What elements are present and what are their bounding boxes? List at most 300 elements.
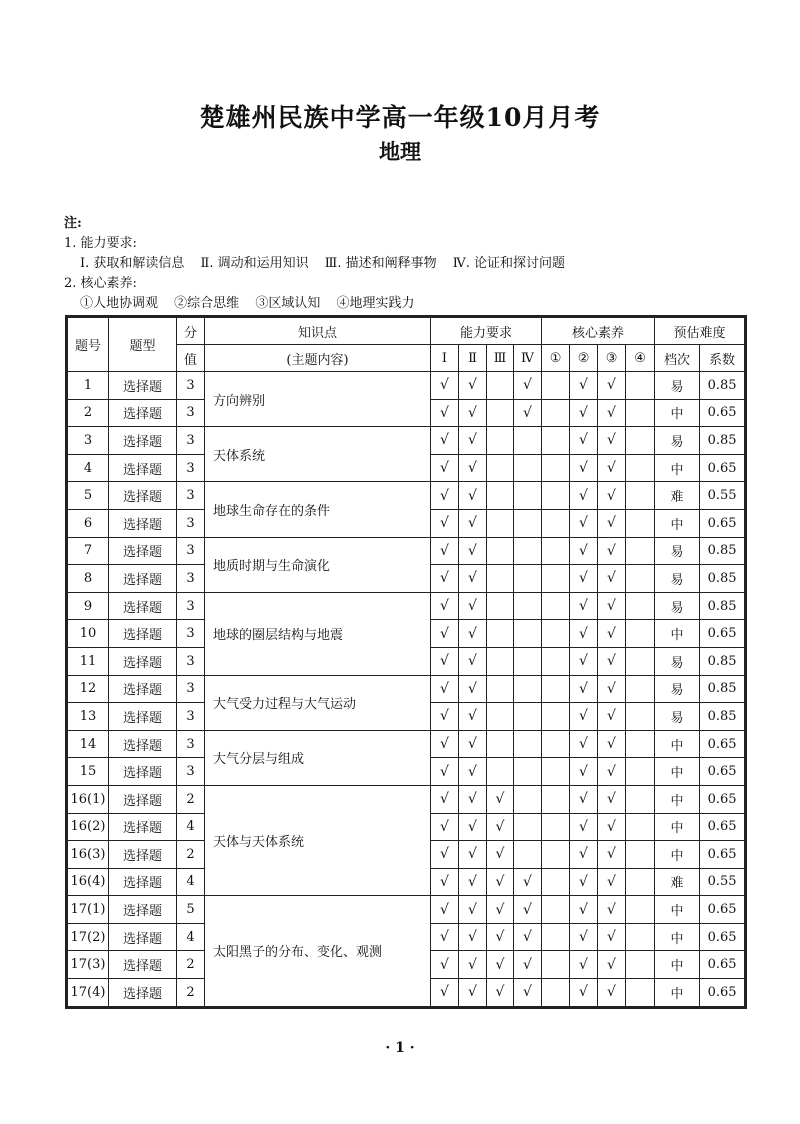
ability-cell [487,372,514,400]
table-row [68,537,745,565]
ability-cell [487,399,514,427]
ability-cell: √ [487,785,514,813]
core-cell [542,896,570,924]
ability-cell: √ [514,868,542,896]
core-cell: √ [598,896,626,924]
difficulty-coef: 0.65 [700,785,745,813]
table-row [68,482,745,510]
question-number: 14 [68,730,109,758]
question-type: 选择题 [109,841,177,869]
header-number: 题号 [68,318,109,372]
core-cell [626,565,655,593]
core-cell [542,813,570,841]
question-type: 选择题 [109,537,177,565]
difficulty-level: 中 [655,785,700,813]
table-row [68,372,745,400]
difficulty-coef: 0.55 [700,482,745,510]
header-core-3: ③ [598,345,626,372]
ability-cell [514,841,542,869]
question-score: 3 [177,372,205,400]
ability-cell [487,509,514,537]
header-difficulty: 预估难度 [655,318,745,345]
header-ability: 能力要求 [431,318,542,345]
core-cell: √ [570,896,598,924]
question-number: 6 [68,509,109,537]
question-type: 选择题 [109,730,177,758]
question-number: 17(1) [68,896,109,924]
ability-cell [514,482,542,510]
difficulty-level: 中 [655,813,700,841]
difficulty-coef: 0.65 [700,758,745,786]
core-cell [626,647,655,675]
question-number: 5 [68,482,109,510]
core-cell: √ [598,951,626,979]
question-number: 12 [68,675,109,703]
question-score: 2 [177,951,205,979]
difficulty-level: 中 [655,399,700,427]
difficulty-level: 易 [655,675,700,703]
core-cell: √ [570,647,598,675]
core-cell [626,868,655,896]
ability-cell: √ [431,813,459,841]
ability-cell [487,592,514,620]
ability-cell: √ [459,758,487,786]
ability-cell: √ [487,979,514,1007]
core-cell: √ [598,537,626,565]
ability-cell [487,482,514,510]
core-item: ④地理实践力 [336,296,415,311]
ability-cell [514,647,542,675]
ability-item: Ⅳ. 论证和探讨问题 [452,256,566,271]
question-number: 16(4) [68,868,109,896]
question-score: 5 [177,896,205,924]
knowledge-topic: 天体系统 [205,427,431,482]
question-score: 4 [177,813,205,841]
core-cell [626,841,655,869]
core-cell: √ [570,979,598,1007]
core-cell: √ [570,703,598,731]
question-type: 选择题 [109,758,177,786]
core-cell: √ [598,482,626,510]
question-score: 3 [177,592,205,620]
table-body [68,372,745,1007]
difficulty-coef: 0.85 [700,675,745,703]
core-cell [542,482,570,510]
ability-cell: √ [431,537,459,565]
core-cell: √ [570,454,598,482]
core-item: ②综合思维 [174,296,240,311]
core-cell [542,592,570,620]
core-cell: √ [570,923,598,951]
core-cell [542,923,570,951]
question-score: 4 [177,868,205,896]
question-number: 13 [68,703,109,731]
difficulty-level: 中 [655,509,700,537]
question-type: 选择题 [109,703,177,731]
core-cell: √ [598,868,626,896]
ability-cell: √ [431,427,459,455]
question-score: 3 [177,703,205,731]
difficulty-coef: 0.85 [700,647,745,675]
ability-cell: √ [459,813,487,841]
core-cell [542,372,570,400]
ability-cell [514,509,542,537]
difficulty-level: 中 [655,758,700,786]
ability-cell: √ [459,647,487,675]
core-cell [626,758,655,786]
core-cell [542,703,570,731]
question-score: 3 [177,620,205,648]
core-cell [626,399,655,427]
ability-cell: √ [431,730,459,758]
difficulty-level: 难 [655,482,700,510]
core-cell [542,675,570,703]
header-score-top: 分 [177,318,205,345]
ability-cell: √ [431,703,459,731]
core-cell [542,647,570,675]
difficulty-coef: 0.65 [700,841,745,869]
ability-cell: √ [431,868,459,896]
ability-cell: √ [487,923,514,951]
ability-cell [514,427,542,455]
question-score: 2 [177,841,205,869]
question-type: 选择题 [109,675,177,703]
header-core-1: ① [542,345,570,372]
question-type: 选择题 [109,647,177,675]
question-number: 17(4) [68,979,109,1007]
core-cell [626,979,655,1007]
knowledge-topic: 大气分层与组成 [205,730,431,785]
ability-cell: √ [459,841,487,869]
question-number: 1 [68,372,109,400]
ability-cell [487,565,514,593]
ability-cell: √ [431,454,459,482]
core-cell: √ [570,813,598,841]
ability-cell: √ [459,537,487,565]
core-cell: √ [570,482,598,510]
core-cell [542,868,570,896]
ability-item: Ⅱ. 调动和运用知识 [200,256,309,271]
difficulty-level: 中 [655,896,700,924]
question-score: 3 [177,454,205,482]
core-cell [626,896,655,924]
header-core-4: ④ [626,345,655,372]
page-title: 楚雄州民族中学高一年级10月月考 [199,103,601,132]
difficulty-coef: 0.85 [700,592,745,620]
question-number: 2 [68,399,109,427]
ability-cell: √ [459,730,487,758]
question-type: 选择题 [109,372,177,400]
ability-cell: √ [487,841,514,869]
difficulty-coef: 0.85 [700,537,745,565]
question-number: 4 [68,454,109,482]
ability-cell [514,703,542,731]
core-cell: √ [598,730,626,758]
core-cell [626,592,655,620]
core-cell: √ [570,841,598,869]
header-ability-2: Ⅱ [459,345,487,372]
question-type: 选择题 [109,592,177,620]
core-cell: √ [598,703,626,731]
difficulty-level: 易 [655,647,700,675]
question-number: 16(1) [68,785,109,813]
question-number: 3 [68,427,109,455]
difficulty-coef: 0.65 [700,813,745,841]
core-cell: √ [598,620,626,648]
ability-cell: √ [487,896,514,924]
ability-cell: √ [459,399,487,427]
question-type: 选择题 [109,951,177,979]
core-cell: √ [598,979,626,1007]
header-core-2: ② [570,345,598,372]
knowledge-topic: 地质时期与生命演化 [205,537,431,592]
core-cell [542,785,570,813]
core-cell: √ [598,454,626,482]
question-number: 9 [68,592,109,620]
ability-cell: √ [459,785,487,813]
core-cell: √ [598,923,626,951]
question-type: 选择题 [109,399,177,427]
knowledge-topic: 天体与天体系统 [205,785,431,895]
difficulty-coef: 0.65 [700,951,745,979]
header-score-bottom: 值 [177,345,205,372]
ability-cell: √ [431,592,459,620]
ability-cell: √ [514,951,542,979]
difficulty-coef: 0.65 [700,730,745,758]
core-cell [542,841,570,869]
question-number: 17(2) [68,923,109,951]
core-cell [542,537,570,565]
subject-title: 地理 [379,139,421,164]
question-score: 3 [177,427,205,455]
header-type: 题型 [109,318,177,372]
question-score: 3 [177,758,205,786]
core-cell: √ [598,399,626,427]
ability-cell: √ [459,703,487,731]
core-cell [542,509,570,537]
difficulty-coef: 0.65 [700,923,745,951]
core-cell [626,951,655,979]
question-type: 选择题 [109,868,177,896]
core-cell [542,454,570,482]
header-core: 核心素养 [542,318,655,345]
ability-cell [514,758,542,786]
ability-list [64,254,577,274]
ability-cell: √ [459,979,487,1007]
page-number: · 1 · [385,1040,415,1056]
core-cell [626,813,655,841]
question-score: 3 [177,537,205,565]
ability-cell: √ [431,896,459,924]
ability-cell: √ [431,509,459,537]
question-type: 选择题 [109,454,177,482]
ability-cell [487,454,514,482]
question-type: 选择题 [109,979,177,1007]
header-ability-3: Ⅲ [487,345,514,372]
ability-cell: √ [431,841,459,869]
ability-item: Ⅲ. 描述和阐释事物 [324,256,437,271]
difficulty-coef: 0.65 [700,620,745,648]
question-number: 17(3) [68,951,109,979]
ability-cell: √ [431,758,459,786]
header-coef: 系数 [700,345,745,372]
core-cell: √ [570,592,598,620]
core-cell [626,675,655,703]
ability-cell: √ [459,454,487,482]
difficulty-level: 易 [655,537,700,565]
ability-cell: √ [431,675,459,703]
core-cell: √ [598,372,626,400]
ability-cell: √ [514,372,542,400]
core-cell: √ [570,868,598,896]
table-row [68,592,745,620]
knowledge-topic: 方向辨别 [205,372,431,427]
question-type: 选择题 [109,427,177,455]
question-type: 选择题 [109,785,177,813]
ability-cell: √ [431,951,459,979]
table-row [68,675,745,703]
core-cell [626,785,655,813]
ability-cell [514,620,542,648]
question-type: 选择题 [109,509,177,537]
core-cell [542,730,570,758]
knowledge-topic: 地球生命存在的条件 [205,482,431,537]
ability-cell [514,454,542,482]
ability-cell: √ [459,482,487,510]
core-cell [626,703,655,731]
ability-cell: √ [459,509,487,537]
ability-cell: √ [431,620,459,648]
difficulty-coef: 0.85 [700,703,745,731]
ability-cell [487,427,514,455]
core-cell [626,537,655,565]
question-type: 选择题 [109,896,177,924]
question-score: 2 [177,979,205,1007]
core-cell: √ [598,813,626,841]
ability-cell: √ [514,896,542,924]
ability-cell: √ [459,427,487,455]
ability-cell: √ [459,592,487,620]
core-cell: √ [570,427,598,455]
core-cell: √ [570,620,598,648]
ability-cell [487,675,514,703]
core-cell [542,399,570,427]
core-cell [626,427,655,455]
ability-cell: √ [459,868,487,896]
core-cell: √ [570,372,598,400]
ability-item: Ⅰ. 获取和解读信息 [80,256,185,271]
core-cell [542,979,570,1007]
difficulty-level: 易 [655,427,700,455]
core-cell: √ [570,758,598,786]
core-cell [626,482,655,510]
question-number: 16(3) [68,841,109,869]
ability-cell [514,565,542,593]
core-cell: √ [570,951,598,979]
ability-cell: √ [459,372,487,400]
question-type: 选择题 [109,565,177,593]
ability-cell [514,675,542,703]
knowledge-topic: 地球的圈层结构与地震 [205,592,431,675]
core-cell: √ [598,841,626,869]
ability-cell: √ [459,923,487,951]
spec-table [67,317,745,1007]
notes-label: 注: [64,216,82,231]
core-cell: √ [598,758,626,786]
ability-cell: √ [459,951,487,979]
core-cell [626,372,655,400]
ability-cell [514,592,542,620]
difficulty-level: 易 [655,565,700,593]
ability-cell: √ [514,979,542,1007]
question-score: 3 [177,565,205,593]
knowledge-topic: 太阳黑子的分布、变化、观测 [205,896,431,1006]
difficulty-level: 中 [655,979,700,1007]
difficulty-level: 中 [655,841,700,869]
ability-cell [487,647,514,675]
table-row [68,730,745,758]
question-type: 选择题 [109,813,177,841]
difficulty-coef: 0.85 [700,427,745,455]
difficulty-level: 中 [655,620,700,648]
core-cell: √ [598,785,626,813]
difficulty-coef: 0.65 [700,454,745,482]
difficulty-coef: 0.65 [700,896,745,924]
difficulty-level: 易 [655,372,700,400]
core-cell [626,923,655,951]
ability-cell: √ [459,675,487,703]
core-cell: √ [570,565,598,593]
question-type: 选择题 [109,620,177,648]
header-knowledge-top: 知识点 [205,318,431,345]
question-number: 16(2) [68,813,109,841]
core-cell [542,758,570,786]
ability-cell [514,537,542,565]
question-score: 2 [177,785,205,813]
difficulty-coef: 0.55 [700,868,745,896]
question-number: 15 [68,758,109,786]
ability-cell: √ [431,399,459,427]
ability-heading: 1. 能力要求: [64,236,137,251]
difficulty-coef: 0.65 [700,979,745,1007]
difficulty-level: 易 [655,592,700,620]
core-cell: √ [598,427,626,455]
difficulty-level: 中 [655,923,700,951]
core-cell [542,951,570,979]
ability-cell: √ [431,785,459,813]
difficulty-level: 中 [655,730,700,758]
ability-cell: √ [431,372,459,400]
ability-cell: √ [487,868,514,896]
question-score: 3 [177,509,205,537]
core-list [64,294,577,314]
ability-cell: √ [431,647,459,675]
core-cell: √ [570,730,598,758]
ability-cell: √ [514,923,542,951]
ability-cell: √ [431,565,459,593]
core-cell [626,730,655,758]
core-cell [626,454,655,482]
question-score: 3 [177,482,205,510]
core-cell [626,620,655,648]
core-cell: √ [598,592,626,620]
question-type: 选择题 [109,482,177,510]
ability-cell [514,813,542,841]
ability-cell [487,537,514,565]
core-cell [626,509,655,537]
core-cell [542,565,570,593]
ability-cell [487,758,514,786]
